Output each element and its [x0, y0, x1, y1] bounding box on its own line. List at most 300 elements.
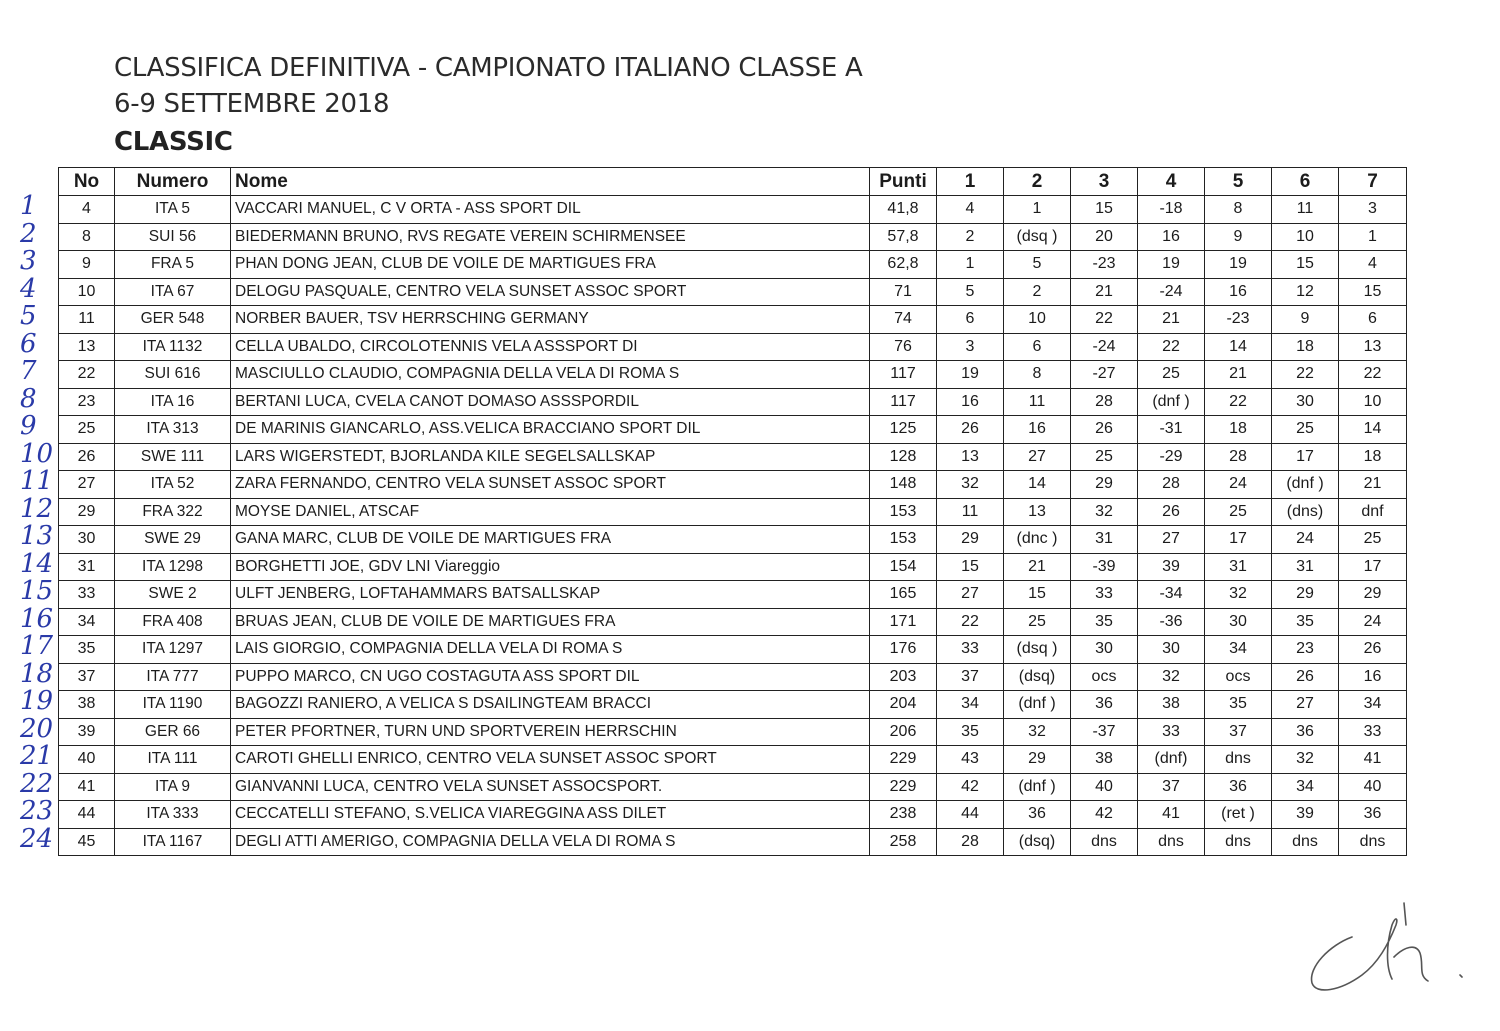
race-1-score-cell: 13: [937, 443, 1004, 471]
race-5-score-cell: -23: [1205, 306, 1272, 334]
sail-no-cell: 26: [59, 443, 115, 471]
race-6-score-cell: 29: [1272, 581, 1339, 609]
sailor-name-cell: BAGOZZI RANIERO, A VELICA S DSAILINGTEAM BRACCI: [231, 691, 870, 719]
race-7-score-cell: 40: [1339, 773, 1407, 801]
race-3-score-cell: -37: [1071, 718, 1138, 746]
sail-number-cell: ITA 111: [115, 746, 231, 774]
table-row: [59, 361, 1407, 389]
race-3-score-cell: 33: [1071, 581, 1138, 609]
table-row: [59, 746, 1407, 774]
race-4-score-cell: 27: [1138, 526, 1205, 554]
race-6-score-cell: (dns): [1272, 498, 1339, 526]
table-row: [59, 801, 1407, 829]
race-7-score-cell: 41: [1339, 746, 1407, 774]
handwritten-rank: 3: [20, 246, 37, 276]
sail-no-cell: 45: [59, 828, 115, 856]
sailor-name-cell: CAROTI GHELLI ENRICO, CENTRO VELA SUNSET ASSOC SPORT: [231, 746, 870, 774]
points-cell: 203: [870, 663, 937, 691]
points-cell: 229: [870, 773, 937, 801]
race-6-score-cell: (dnf ): [1272, 471, 1339, 499]
sail-number-cell: ITA 5: [115, 196, 231, 224]
sail-number-cell: ITA 9: [115, 773, 231, 801]
race-2-score-cell: 10: [1004, 306, 1071, 334]
points-cell: 128: [870, 443, 937, 471]
handwritten-rank: 20: [20, 714, 54, 744]
race-3-score-cell: -39: [1071, 553, 1138, 581]
sailor-name-cell: BRUAS JEAN, CLUB DE VOILE DE MARTIGUES FRA: [231, 608, 870, 636]
race-2-score-cell: 25: [1004, 608, 1071, 636]
table-row: [59, 416, 1407, 444]
handwritten-rank: 21: [20, 741, 54, 771]
race-5-score-cell: 30: [1205, 608, 1272, 636]
race-6-score-cell: 27: [1272, 691, 1339, 719]
race-6-score-cell: 35: [1272, 608, 1339, 636]
sail-number-cell: GER 66: [115, 718, 231, 746]
race-5-score-cell: 36: [1205, 773, 1272, 801]
sailor-name-cell: ULFT JENBERG, LOFTAHAMMARS BATSALLSKAP: [231, 581, 870, 609]
race-4-score-cell: 21: [1138, 306, 1205, 334]
race-1-score-cell: 11: [937, 498, 1004, 526]
sail-no-cell: 38: [59, 691, 115, 719]
sailor-name-cell: DE MARINIS GIANCARLO, ASS.VELICA BRACCIANO SPORT DIL: [231, 416, 870, 444]
table-row: [59, 608, 1407, 636]
event-dates: 6-9 SETTEMBRE 2018: [114, 89, 390, 119]
handwritten-rank: 4: [20, 274, 37, 304]
points-cell: 165: [870, 581, 937, 609]
race-1-score-cell: 37: [937, 663, 1004, 691]
race-7-score-cell: 14: [1339, 416, 1407, 444]
race-4-score-cell: 30: [1138, 636, 1205, 664]
race-6-score-cell: 34: [1272, 773, 1339, 801]
table-row: [59, 773, 1407, 801]
race-5-score-cell: 31: [1205, 553, 1272, 581]
race-2-score-cell: 8: [1004, 361, 1071, 389]
race-4-score-cell: -29: [1138, 443, 1205, 471]
race-6-score-cell: 10: [1272, 223, 1339, 251]
race-2-score-cell: 11: [1004, 388, 1071, 416]
race-7-score-cell: 18: [1339, 443, 1407, 471]
race-5-score-cell: 8: [1205, 196, 1272, 224]
sail-no-cell: 39: [59, 718, 115, 746]
race-2-score-cell: (dsq ): [1004, 223, 1071, 251]
race-1-score-cell: 27: [937, 581, 1004, 609]
race-6-score-cell: 31: [1272, 553, 1339, 581]
sail-number-cell: SWE 29: [115, 526, 231, 554]
race-6-score-cell: 22: [1272, 361, 1339, 389]
points-cell: 176: [870, 636, 937, 664]
handwritten-rank: 17: [20, 631, 54, 661]
race-3-score-cell: dns: [1071, 828, 1138, 856]
sailor-name-cell: CELLA UBALDO, CIRCOLOTENNIS VELA ASSSPORT DI: [231, 333, 870, 361]
race-7-score-cell: 22: [1339, 361, 1407, 389]
sail-no-cell: 9: [59, 251, 115, 279]
handwritten-rank: 9: [20, 411, 37, 441]
results-table: [58, 167, 1407, 856]
handwritten-rank: 19: [20, 686, 54, 716]
race-4-score-cell: -34: [1138, 581, 1205, 609]
points-cell: 229: [870, 746, 937, 774]
race-1-score-cell: 6: [937, 306, 1004, 334]
handwritten-rank: 13: [20, 521, 54, 551]
race-1-score-cell: 5: [937, 278, 1004, 306]
race-7-score-cell: 21: [1339, 471, 1407, 499]
col-numero-header: Numero: [115, 168, 231, 196]
table-row: [59, 526, 1407, 554]
sailor-name-cell: BORGHETTI JOE, GDV LNI Viareggio: [231, 553, 870, 581]
race-1-score-cell: 22: [937, 608, 1004, 636]
race-5-score-cell: 19: [1205, 251, 1272, 279]
sail-no-cell: 37: [59, 663, 115, 691]
sail-number-cell: ITA 1298: [115, 553, 231, 581]
race-4-score-cell: (dnf): [1138, 746, 1205, 774]
race-6-score-cell: 18: [1272, 333, 1339, 361]
col-race-4-header: 4: [1138, 168, 1205, 196]
division-label: CLASSIC: [114, 127, 233, 157]
sailor-name-cell: BIEDERMANN BRUNO, RVS REGATE VEREIN SCHIRMENSEE: [231, 223, 870, 251]
table-row: [59, 828, 1407, 856]
race-2-score-cell: 27: [1004, 443, 1071, 471]
handwritten-rank: 10: [20, 439, 54, 469]
document-title: CLASSIFICA DEFINITIVA - CAMPIONATO ITALIANO CLASSE A: [114, 53, 863, 83]
race-1-score-cell: 28: [937, 828, 1004, 856]
race-7-score-cell: 17: [1339, 553, 1407, 581]
handwritten-rank: 12: [20, 494, 54, 524]
points-cell: 41,8: [870, 196, 937, 224]
race-4-score-cell: 37: [1138, 773, 1205, 801]
col-race-3-header: 3: [1071, 168, 1138, 196]
sailor-name-cell: BERTANI LUCA, CVELA CANOT DOMASO ASSSPORDIL: [231, 388, 870, 416]
sail-number-cell: FRA 322: [115, 498, 231, 526]
race-6-score-cell: 30: [1272, 388, 1339, 416]
race-5-score-cell: 18: [1205, 416, 1272, 444]
race-1-score-cell: 19: [937, 361, 1004, 389]
race-7-score-cell: 16: [1339, 663, 1407, 691]
table-row: [59, 251, 1407, 279]
race-4-score-cell: (dnf ): [1138, 388, 1205, 416]
race-4-score-cell: 16: [1138, 223, 1205, 251]
race-2-score-cell: (dnc ): [1004, 526, 1071, 554]
table-row: [59, 471, 1407, 499]
handwritten-rank: 16: [20, 604, 54, 634]
race-4-score-cell: 22: [1138, 333, 1205, 361]
sailor-name-cell: LAIS GIORGIO, COMPAGNIA DELLA VELA DI ROMA S: [231, 636, 870, 664]
race-2-score-cell: (dsq): [1004, 828, 1071, 856]
sail-no-cell: 10: [59, 278, 115, 306]
race-1-score-cell: 3: [937, 333, 1004, 361]
race-6-score-cell: 36: [1272, 718, 1339, 746]
race-4-score-cell: 26: [1138, 498, 1205, 526]
sailor-name-cell: CECCATELLI STEFANO, S.VELICA VIAREGGINA ASS DILET: [231, 801, 870, 829]
col-punti-header: Punti: [870, 168, 937, 196]
race-5-score-cell: (ret ): [1205, 801, 1272, 829]
race-1-score-cell: 15: [937, 553, 1004, 581]
table-row: [59, 388, 1407, 416]
race-3-score-cell: 21: [1071, 278, 1138, 306]
points-cell: 238: [870, 801, 937, 829]
race-6-score-cell: 11: [1272, 196, 1339, 224]
race-4-score-cell: -36: [1138, 608, 1205, 636]
race-3-score-cell: 36: [1071, 691, 1138, 719]
sail-no-cell: 13: [59, 333, 115, 361]
race-3-score-cell: 38: [1071, 746, 1138, 774]
race-5-score-cell: 17: [1205, 526, 1272, 554]
race-3-score-cell: 26: [1071, 416, 1138, 444]
race-7-score-cell: dns: [1339, 828, 1407, 856]
table-row: [59, 278, 1407, 306]
table-row: [59, 443, 1407, 471]
race-5-score-cell: dns: [1205, 746, 1272, 774]
handwritten-rank: 2: [20, 219, 37, 249]
points-cell: 153: [870, 498, 937, 526]
sailor-name-cell: PHAN DONG JEAN, CLUB DE VOILE DE MARTIGUES FRA: [231, 251, 870, 279]
col-nome-header: Nome: [231, 168, 870, 196]
race-7-score-cell: 34: [1339, 691, 1407, 719]
race-3-score-cell: 31: [1071, 526, 1138, 554]
race-3-score-cell: 20: [1071, 223, 1138, 251]
race-3-score-cell: 28: [1071, 388, 1138, 416]
race-2-score-cell: 13: [1004, 498, 1071, 526]
race-5-score-cell: 32: [1205, 581, 1272, 609]
signature-icon: [1300, 895, 1470, 1010]
race-4-score-cell: 19: [1138, 251, 1205, 279]
sail-no-cell: 33: [59, 581, 115, 609]
sail-number-cell: FRA 5: [115, 251, 231, 279]
sail-no-cell: 22: [59, 361, 115, 389]
sail-number-cell: ITA 777: [115, 663, 231, 691]
race-2-score-cell: 21: [1004, 553, 1071, 581]
race-4-score-cell: 28: [1138, 471, 1205, 499]
race-2-score-cell: 32: [1004, 718, 1071, 746]
race-1-score-cell: 42: [937, 773, 1004, 801]
race-7-score-cell: 3: [1339, 196, 1407, 224]
sailor-name-cell: DEGLI ATTI AMERIGO, COMPAGNIA DELLA VELA DI ROMA S: [231, 828, 870, 856]
race-1-score-cell: 16: [937, 388, 1004, 416]
sail-number-cell: SWE 2: [115, 581, 231, 609]
race-1-score-cell: 33: [937, 636, 1004, 664]
sail-no-cell: 35: [59, 636, 115, 664]
race-5-score-cell: dns: [1205, 828, 1272, 856]
sail-no-cell: 4: [59, 196, 115, 224]
sail-no-cell: 34: [59, 608, 115, 636]
handwritten-rank: 22: [20, 769, 54, 799]
handwritten-rank: 8: [20, 384, 37, 414]
race-2-score-cell: 16: [1004, 416, 1071, 444]
race-6-score-cell: 32: [1272, 746, 1339, 774]
points-cell: 148: [870, 471, 937, 499]
race-6-score-cell: 12: [1272, 278, 1339, 306]
race-6-score-cell: 25: [1272, 416, 1339, 444]
points-cell: 117: [870, 361, 937, 389]
sail-no-cell: 44: [59, 801, 115, 829]
points-cell: 62,8: [870, 251, 937, 279]
table-row: [59, 498, 1407, 526]
race-3-score-cell: 25: [1071, 443, 1138, 471]
race-6-score-cell: 39: [1272, 801, 1339, 829]
race-1-score-cell: 35: [937, 718, 1004, 746]
race-4-score-cell: 39: [1138, 553, 1205, 581]
race-5-score-cell: 34: [1205, 636, 1272, 664]
race-2-score-cell: 15: [1004, 581, 1071, 609]
col-race-6-header: 6: [1272, 168, 1339, 196]
sailor-name-cell: DELOGU PASQUALE, CENTRO VELA SUNSET ASSOC SPORT: [231, 278, 870, 306]
sailor-name-cell: ZARA FERNANDO, CENTRO VELA SUNSET ASSOC SPORT: [231, 471, 870, 499]
points-cell: 117: [870, 388, 937, 416]
col-race-5-header: 5: [1205, 168, 1272, 196]
points-cell: 76: [870, 333, 937, 361]
race-1-score-cell: 29: [937, 526, 1004, 554]
race-3-score-cell: -27: [1071, 361, 1138, 389]
race-2-score-cell: 2: [1004, 278, 1071, 306]
race-5-score-cell: 28: [1205, 443, 1272, 471]
race-5-score-cell: 14: [1205, 333, 1272, 361]
sailor-name-cell: PETER PFORTNER, TURN UND SPORTVEREIN HERRSCHIN: [231, 718, 870, 746]
race-7-score-cell: 15: [1339, 278, 1407, 306]
race-7-score-cell: 1: [1339, 223, 1407, 251]
race-4-score-cell: 32: [1138, 663, 1205, 691]
table-row: [59, 636, 1407, 664]
table-row: [59, 223, 1407, 251]
points-cell: 125: [870, 416, 937, 444]
table-row: [59, 333, 1407, 361]
sail-no-cell: 8: [59, 223, 115, 251]
race-4-score-cell: -18: [1138, 196, 1205, 224]
handwritten-rank: 15: [20, 576, 54, 606]
race-3-score-cell: 30: [1071, 636, 1138, 664]
sail-number-cell: ITA 1297: [115, 636, 231, 664]
race-1-score-cell: 4: [937, 196, 1004, 224]
sail-no-cell: 41: [59, 773, 115, 801]
points-cell: 258: [870, 828, 937, 856]
table-row: [59, 691, 1407, 719]
race-3-score-cell: 32: [1071, 498, 1138, 526]
table-row: [59, 718, 1407, 746]
race-3-score-cell: -24: [1071, 333, 1138, 361]
sail-no-cell: 27: [59, 471, 115, 499]
race-2-score-cell: 29: [1004, 746, 1071, 774]
race-5-score-cell: 22: [1205, 388, 1272, 416]
sailor-name-cell: GANA MARC, CLUB DE VOILE DE MARTIGUES FRA: [231, 526, 870, 554]
race-4-score-cell: 25: [1138, 361, 1205, 389]
race-5-score-cell: 21: [1205, 361, 1272, 389]
sail-no-cell: 30: [59, 526, 115, 554]
race-7-score-cell: 25: [1339, 526, 1407, 554]
sail-no-cell: 23: [59, 388, 115, 416]
sailor-name-cell: NORBER BAUER, TSV HERRSCHING GERMANY: [231, 306, 870, 334]
handwritten-rank: 11: [20, 466, 54, 496]
header-row: [59, 168, 1407, 196]
points-cell: 154: [870, 553, 937, 581]
handwritten-rank: 18: [20, 659, 54, 689]
col-race-7-header: 7: [1339, 168, 1407, 196]
race-5-score-cell: 35: [1205, 691, 1272, 719]
race-6-score-cell: 15: [1272, 251, 1339, 279]
col-race-2-header: 2: [1004, 168, 1071, 196]
handwritten-rank: 23: [20, 796, 54, 826]
race-7-score-cell: 10: [1339, 388, 1407, 416]
race-6-score-cell: 26: [1272, 663, 1339, 691]
race-2-score-cell: (dnf ): [1004, 691, 1071, 719]
race-3-score-cell: 29: [1071, 471, 1138, 499]
sail-no-cell: 29: [59, 498, 115, 526]
race-1-score-cell: 2: [937, 223, 1004, 251]
sailor-name-cell: LARS WIGERSTEDT, BJORLANDA KILE SEGELSALLSKAP: [231, 443, 870, 471]
race-5-score-cell: 25: [1205, 498, 1272, 526]
race-1-score-cell: 43: [937, 746, 1004, 774]
race-3-score-cell: 40: [1071, 773, 1138, 801]
handwritten-rank: 24: [20, 824, 54, 854]
points-cell: 204: [870, 691, 937, 719]
table-row: [59, 581, 1407, 609]
sail-number-cell: ITA 52: [115, 471, 231, 499]
race-7-score-cell: dnf: [1339, 498, 1407, 526]
sail-number-cell: ITA 1132: [115, 333, 231, 361]
points-cell: 74: [870, 306, 937, 334]
sail-no-cell: 25: [59, 416, 115, 444]
race-7-score-cell: 26: [1339, 636, 1407, 664]
race-7-score-cell: 36: [1339, 801, 1407, 829]
sailor-name-cell: MASCIULLO CLAUDIO, COMPAGNIA DELLA VELA DI ROMA S: [231, 361, 870, 389]
race-3-score-cell: 22: [1071, 306, 1138, 334]
handwritten-rank: 7: [20, 356, 37, 386]
race-1-score-cell: 32: [937, 471, 1004, 499]
sail-number-cell: SUI 616: [115, 361, 231, 389]
race-2-score-cell: (dnf ): [1004, 773, 1071, 801]
race-2-score-cell: (dsq ): [1004, 636, 1071, 664]
race-2-score-cell: 6: [1004, 333, 1071, 361]
race-4-score-cell: -31: [1138, 416, 1205, 444]
sail-number-cell: SWE 111: [115, 443, 231, 471]
sailor-name-cell: VACCARI MANUEL, C V ORTA - ASS SPORT DIL: [231, 196, 870, 224]
race-4-score-cell: 33: [1138, 718, 1205, 746]
race-6-score-cell: 23: [1272, 636, 1339, 664]
race-4-score-cell: 41: [1138, 801, 1205, 829]
race-7-score-cell: 4: [1339, 251, 1407, 279]
race-2-score-cell: (dsq): [1004, 663, 1071, 691]
race-4-score-cell: 38: [1138, 691, 1205, 719]
race-6-score-cell: dns: [1272, 828, 1339, 856]
race-4-score-cell: dns: [1138, 828, 1205, 856]
sail-number-cell: FRA 408: [115, 608, 231, 636]
table-row: [59, 306, 1407, 334]
sail-number-cell: ITA 1167: [115, 828, 231, 856]
sail-number-cell: ITA 333: [115, 801, 231, 829]
race-2-score-cell: 14: [1004, 471, 1071, 499]
race-6-score-cell: 17: [1272, 443, 1339, 471]
handwritten-rank: 6: [20, 329, 37, 359]
points-cell: 206: [870, 718, 937, 746]
handwritten-rank: 14: [20, 549, 54, 579]
sail-number-cell: ITA 313: [115, 416, 231, 444]
race-5-score-cell: 9: [1205, 223, 1272, 251]
sail-number-cell: ITA 1190: [115, 691, 231, 719]
race-7-score-cell: 33: [1339, 718, 1407, 746]
race-3-score-cell: ocs: [1071, 663, 1138, 691]
race-5-score-cell: 37: [1205, 718, 1272, 746]
race-7-score-cell: 6: [1339, 306, 1407, 334]
race-6-score-cell: 9: [1272, 306, 1339, 334]
points-cell: 153: [870, 526, 937, 554]
sail-number-cell: ITA 16: [115, 388, 231, 416]
sail-no-cell: 40: [59, 746, 115, 774]
race-3-score-cell: 15: [1071, 196, 1138, 224]
race-5-score-cell: 16: [1205, 278, 1272, 306]
col-race-1-header: 1: [937, 168, 1004, 196]
race-2-score-cell: 5: [1004, 251, 1071, 279]
handwritten-rank: 5: [20, 301, 37, 331]
sail-no-cell: 11: [59, 306, 115, 334]
handwritten-rank: 1: [20, 191, 37, 221]
race-4-score-cell: -24: [1138, 278, 1205, 306]
